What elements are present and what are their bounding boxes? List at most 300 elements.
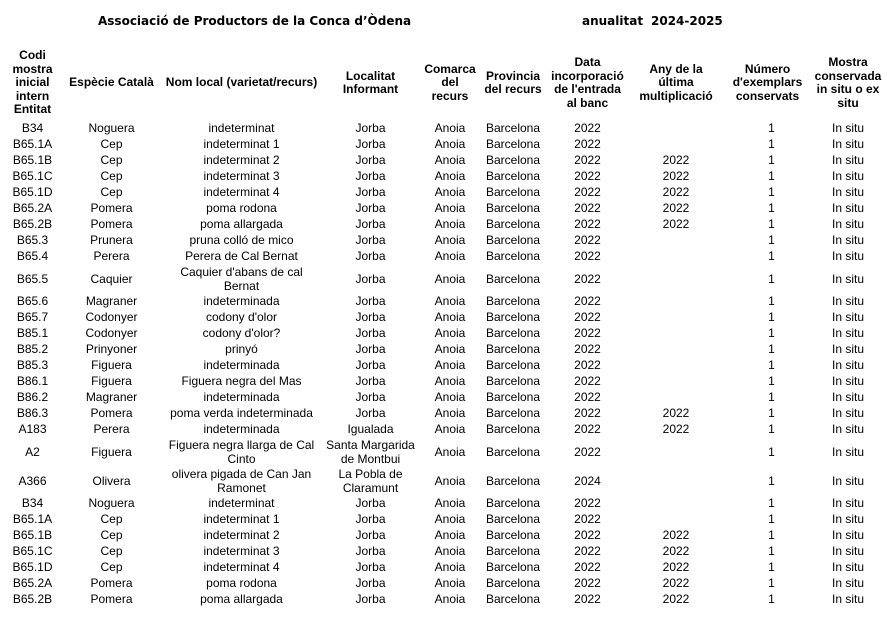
cell-code: B65.5: [16, 271, 49, 286]
cell-last-multiplication: [627, 121, 725, 137]
cell-locality: La Pobla de Claramunt: [338, 467, 403, 495]
cell-species: Olivera: [92, 473, 131, 488]
cell-date-incorporation: 2022: [574, 560, 601, 575]
cell-locality: Jorba: [355, 310, 386, 325]
column-header-province: Provincia del recurs: [484, 68, 542, 96]
cell-date-incorporation: 2022: [574, 390, 601, 405]
cell-local-name: indeterminat 2: [203, 528, 280, 543]
cell-last-multiplication: 2022: [662, 169, 690, 184]
cell-local-name: indeterminat 4: [203, 560, 280, 575]
cell-last-multiplication: [627, 310, 725, 326]
cell-province: Barcelona: [485, 528, 541, 543]
annuality-value: 2024-2025: [651, 14, 723, 28]
cell-date-incorporation: 2022: [574, 374, 601, 389]
table-row: [6, 121, 886, 137]
cell-date-incorporation: 2022: [574, 512, 601, 527]
cell-local-name: codony d'olor?: [202, 326, 281, 341]
cell-code: B34: [21, 121, 44, 136]
cell-species: Magraner: [85, 294, 138, 309]
cell-last-multiplication: [627, 265, 725, 294]
cell-date-incorporation: 2022: [574, 310, 601, 325]
cell-specimen-count: 1: [768, 374, 775, 389]
cell-species: Codonyer: [85, 326, 138, 341]
cell-locality: Jorba: [355, 169, 386, 184]
cell-comarca: Anoia: [434, 406, 466, 421]
table-row: [6, 169, 886, 185]
table-row: [6, 342, 886, 358]
cell-comarca: Anoia: [434, 374, 466, 389]
cell-comarca: Anoia: [434, 271, 466, 286]
cell-conservation: In situ: [831, 137, 864, 152]
cell-conservation: In situ: [831, 390, 864, 405]
cell-province: Barcelona: [485, 422, 541, 437]
column-header-conservation: Mostra conservada in situ o ex situ: [814, 55, 882, 110]
cell-locality: Santa Margarida de Montbui: [326, 438, 415, 466]
cell-species: Pomera: [90, 406, 133, 421]
cell-conservation: In situ: [831, 201, 864, 216]
table-row: [6, 294, 886, 310]
table-row: [6, 153, 886, 169]
cell-species: Cep: [100, 544, 123, 559]
cell-last-multiplication: [627, 374, 725, 390]
cell-local-name: indeterminat: [208, 496, 275, 511]
cell-last-multiplication: 2022: [662, 153, 690, 168]
table-row: [6, 201, 886, 217]
cell-comarca: Anoia: [434, 185, 466, 200]
cell-comarca: Anoia: [434, 121, 466, 136]
cell-comarca: Anoia: [434, 249, 466, 264]
cell-date-incorporation: 2022: [574, 544, 601, 559]
cell-specimen-count: 1: [768, 390, 775, 405]
column-header-specimen-count: Número d'exemplars conservats: [732, 61, 803, 103]
cell-species: Pomera: [90, 576, 133, 591]
cell-conservation: In situ: [831, 544, 864, 559]
cell-specimen-count: 1: [768, 342, 775, 357]
cell-code: B85.2: [16, 342, 49, 357]
cell-province: Barcelona: [485, 473, 541, 488]
cell-conservation: In situ: [831, 512, 864, 527]
cell-conservation: In situ: [831, 422, 864, 437]
cell-province: Barcelona: [485, 217, 541, 232]
cell-code: B65.2B: [12, 592, 53, 607]
cell-date-incorporation: 2022: [574, 153, 601, 168]
table-row: [6, 185, 886, 201]
cell-code: B65.1C: [12, 544, 53, 559]
cell-specimen-count: 1: [768, 233, 775, 248]
cell-locality: Jorba: [355, 294, 386, 309]
cell-code: B86.1: [16, 374, 49, 389]
cell-locality: Jorba: [355, 512, 386, 527]
cell-specimen-count: 1: [768, 528, 775, 543]
cell-comarca: Anoia: [434, 444, 466, 459]
cell-species: Figuera: [91, 374, 132, 389]
cell-specimen-count: 1: [768, 310, 775, 325]
cell-local-name: poma rodona: [206, 576, 277, 591]
cell-specimen-count: 1: [768, 473, 775, 488]
cell-date-incorporation: 2022: [574, 592, 601, 607]
cell-last-multiplication: 2022: [662, 528, 690, 543]
table-row: [6, 265, 886, 294]
cell-species: Figuera: [91, 358, 132, 373]
cell-comarca: Anoia: [434, 496, 466, 511]
cell-comarca: Anoia: [434, 544, 466, 559]
cell-province: Barcelona: [485, 326, 541, 341]
cell-date-incorporation: 2022: [574, 217, 601, 232]
cell-last-multiplication: [627, 249, 725, 265]
cell-species: Prunera: [90, 233, 133, 248]
cell-specimen-count: 1: [768, 544, 775, 559]
cell-last-multiplication: 2022: [662, 201, 690, 216]
cell-last-multiplication: 2022: [662, 576, 690, 591]
cell-local-name: indeterminat 3: [203, 544, 280, 559]
cell-conservation: In situ: [831, 310, 864, 325]
cell-date-incorporation: 2022: [574, 528, 601, 543]
cell-local-name: indeterminat 2: [203, 153, 280, 168]
cell-local-name: indeterminat 3: [203, 169, 280, 184]
cell-local-name: Caquier d'abans de cal Bernat: [180, 265, 303, 293]
cell-locality: Jorba: [355, 137, 386, 152]
cell-province: Barcelona: [485, 233, 541, 248]
table-row: [6, 137, 886, 153]
table-row: [6, 249, 886, 265]
cell-date-incorporation: 2022: [574, 326, 601, 341]
cell-province: Barcelona: [485, 342, 541, 357]
cell-last-multiplication: 2022: [662, 544, 690, 559]
cell-locality: Jorba: [355, 406, 386, 421]
cell-locality: Jorba: [355, 201, 386, 216]
cell-date-incorporation: 2022: [574, 137, 601, 152]
cell-local-name: pruna colló de mico: [189, 233, 294, 248]
table-row: [6, 374, 886, 390]
cell-comarca: Anoia: [434, 560, 466, 575]
table-row: [6, 512, 886, 528]
cell-code: B65.6: [16, 294, 49, 309]
cell-province: Barcelona: [485, 592, 541, 607]
cell-species: Cep: [100, 153, 123, 168]
cell-comarca: Anoia: [434, 233, 466, 248]
cell-conservation: In situ: [831, 185, 864, 200]
cell-last-multiplication: 2022: [662, 406, 690, 421]
cell-locality: Jorba: [355, 496, 386, 511]
cell-last-multiplication: [627, 342, 725, 358]
cell-province: Barcelona: [485, 374, 541, 389]
cell-specimen-count: 1: [768, 512, 775, 527]
cell-date-incorporation: 2024: [574, 473, 601, 488]
cell-conservation: In situ: [831, 592, 864, 607]
resources-table: [6, 45, 886, 608]
cell-local-name: indeterminat 1: [203, 137, 280, 152]
cell-species: Prinyoner: [85, 342, 138, 357]
cell-species: Noguera: [88, 496, 135, 511]
cell-specimen-count: 1: [768, 153, 775, 168]
cell-locality: Jorba: [355, 576, 386, 591]
column-header-locality: Localitat Informant: [342, 68, 399, 96]
cell-last-multiplication: 2022: [662, 185, 690, 200]
cell-conservation: In situ: [831, 153, 864, 168]
cell-code: B34: [21, 496, 44, 511]
cell-species: Codonyer: [85, 310, 138, 325]
cell-conservation: In situ: [831, 169, 864, 184]
cell-code: B65.1D: [12, 185, 53, 200]
cell-local-name: indeterminat 1: [203, 512, 280, 527]
cell-conservation: In situ: [831, 121, 864, 136]
cell-locality: Jorba: [355, 271, 386, 286]
cell-species: Figuera: [91, 444, 132, 459]
cell-conservation: In situ: [831, 444, 864, 459]
cell-specimen-count: 1: [768, 201, 775, 216]
cell-date-incorporation: 2022: [574, 406, 601, 421]
cell-date-incorporation: 2022: [574, 201, 601, 216]
cell-species: Cep: [100, 512, 123, 527]
cell-specimen-count: 1: [768, 169, 775, 184]
cell-specimen-count: 1: [768, 422, 775, 437]
cell-specimen-count: 1: [768, 121, 775, 136]
table-row: [6, 406, 886, 422]
cell-code: B65.2A: [12, 201, 53, 216]
cell-code: B65.1A: [12, 512, 53, 527]
cell-comarca: Anoia: [434, 422, 466, 437]
cell-province: Barcelona: [485, 496, 541, 511]
cell-local-name: indeterminada: [203, 294, 280, 309]
cell-locality: Jorba: [355, 121, 386, 136]
cell-province: Barcelona: [485, 444, 541, 459]
table-row: [6, 390, 886, 406]
cell-comarca: Anoia: [434, 358, 466, 373]
column-header-last-multiplication: Any de la última multiplicació: [639, 61, 713, 103]
cell-comarca: Anoia: [434, 169, 466, 184]
column-header-date-incorporation: Data incorporació de l'entrada al banc: [551, 55, 624, 110]
cell-date-incorporation: 2022: [574, 249, 601, 264]
cell-local-name: indeterminada: [203, 358, 280, 373]
table-row: [6, 576, 886, 592]
cell-local-name: olivera pigada de Can Jan Ramonet: [171, 467, 312, 495]
cell-code: B65.7: [16, 310, 49, 325]
cell-province: Barcelona: [485, 406, 541, 421]
cell-local-name: indeterminat 4: [203, 185, 280, 200]
cell-specimen-count: 1: [768, 326, 775, 341]
cell-province: Barcelona: [485, 185, 541, 200]
cell-local-name: poma allargada: [200, 592, 283, 607]
cell-province: Barcelona: [485, 271, 541, 286]
cell-code: A183: [18, 422, 47, 437]
cell-local-name: Figuera negra del Mas: [181, 374, 302, 389]
table-row: [6, 422, 886, 438]
cell-conservation: In situ: [831, 528, 864, 543]
cell-local-name: indeterminada: [203, 390, 280, 405]
cell-last-multiplication: [627, 233, 725, 249]
cell-comarca: Anoia: [434, 342, 466, 357]
cell-conservation: In situ: [831, 233, 864, 248]
cell-specimen-count: 1: [768, 444, 775, 459]
cell-province: Barcelona: [485, 544, 541, 559]
cell-species: Noguera: [88, 121, 135, 136]
cell-conservation: In situ: [831, 342, 864, 357]
cell-last-multiplication: [627, 496, 725, 512]
cell-local-name: Figuera negra llarga de Cal Cinto: [168, 438, 315, 466]
cell-locality: Jorba: [355, 374, 386, 389]
cell-code: B86.2: [16, 390, 49, 405]
cell-last-multiplication: [627, 512, 725, 528]
cell-code: B65.4: [16, 249, 49, 264]
cell-locality: Jorba: [355, 560, 386, 575]
cell-local-name: prinyó: [225, 342, 258, 357]
cell-code: B65.1B: [12, 153, 53, 168]
table-row: [6, 592, 886, 608]
cell-specimen-count: 1: [768, 185, 775, 200]
cell-specimen-count: 1: [768, 358, 775, 373]
cell-conservation: In situ: [831, 271, 864, 286]
cell-date-incorporation: 2022: [574, 358, 601, 373]
cell-province: Barcelona: [485, 249, 541, 264]
cell-local-name: indeterminada: [203, 422, 280, 437]
cell-date-incorporation: 2022: [574, 185, 601, 200]
table-header-row: [6, 45, 886, 121]
cell-comarca: Anoia: [434, 512, 466, 527]
cell-code: B85.3: [16, 358, 49, 373]
cell-last-multiplication: [627, 137, 725, 153]
cell-code: B65.1B: [12, 528, 53, 543]
cell-code: B65.1A: [12, 137, 53, 152]
cell-last-multiplication: [627, 358, 725, 374]
cell-date-incorporation: 2022: [574, 169, 601, 184]
cell-specimen-count: 1: [768, 496, 775, 511]
cell-province: Barcelona: [485, 512, 541, 527]
cell-conservation: In situ: [831, 217, 864, 232]
cell-local-name: poma allargada: [200, 217, 283, 232]
cell-last-multiplication: 2022: [662, 560, 690, 575]
cell-date-incorporation: 2022: [574, 271, 601, 286]
cell-province: Barcelona: [485, 294, 541, 309]
cell-last-multiplication: [627, 294, 725, 310]
cell-last-multiplication: [627, 326, 725, 342]
cell-province: Barcelona: [485, 169, 541, 184]
cell-locality: Jorba: [355, 153, 386, 168]
cell-local-name: poma rodona: [206, 201, 277, 216]
cell-code: B65.1C: [12, 169, 53, 184]
cell-locality: Jorba: [355, 592, 386, 607]
cell-species: Cep: [100, 185, 123, 200]
cell-specimen-count: 1: [768, 294, 775, 309]
cell-locality: Jorba: [355, 390, 386, 405]
cell-last-multiplication: 2022: [662, 217, 690, 232]
column-header-local-name: Nom local (varietat/recurs): [165, 75, 318, 90]
cell-province: Barcelona: [485, 121, 541, 136]
cell-species: Pomera: [90, 592, 133, 607]
cell-code: B86.3: [16, 406, 49, 421]
cell-specimen-count: 1: [768, 137, 775, 152]
cell-province: Barcelona: [485, 153, 541, 168]
cell-code: B65.2B: [12, 217, 53, 232]
table-row: [6, 326, 886, 342]
cell-date-incorporation: 2022: [574, 233, 601, 248]
cell-province: Barcelona: [485, 310, 541, 325]
column-header-species: Espècie Català: [69, 75, 154, 90]
cell-comarca: Anoia: [434, 153, 466, 168]
cell-species: Magraner: [85, 390, 138, 405]
cell-species: Cep: [100, 137, 123, 152]
cell-comarca: Anoia: [434, 310, 466, 325]
cell-province: Barcelona: [485, 137, 541, 152]
cell-species: Caquier: [90, 271, 133, 286]
cell-locality: Jorba: [355, 544, 386, 559]
cell-comarca: Anoia: [434, 473, 466, 488]
table-row: [6, 496, 886, 512]
cell-specimen-count: 1: [768, 576, 775, 591]
cell-code: B65.3: [16, 233, 49, 248]
cell-local-name: codony d'olor: [205, 310, 277, 325]
cell-date-incorporation: 2022: [574, 576, 601, 591]
cell-conservation: In situ: [831, 358, 864, 373]
table-row: [6, 233, 886, 249]
cell-locality: Jorba: [355, 326, 386, 341]
cell-conservation: In situ: [831, 496, 864, 511]
cell-locality: Jorba: [355, 217, 386, 232]
cell-specimen-count: 1: [768, 560, 775, 575]
cell-comarca: Anoia: [434, 576, 466, 591]
cell-specimen-count: 1: [768, 592, 775, 607]
cell-specimen-count: 1: [768, 406, 775, 421]
cell-comarca: Anoia: [434, 137, 466, 152]
cell-locality: Jorba: [355, 342, 386, 357]
cell-conservation: In situ: [831, 374, 864, 389]
cell-comarca: Anoia: [434, 217, 466, 232]
column-header-code: Codi mostra inicial intern Entitat: [12, 48, 53, 117]
cell-local-name: Perera de Cal Bernat: [185, 249, 298, 264]
table-row: [6, 467, 886, 496]
cell-conservation: In situ: [831, 560, 864, 575]
cell-conservation: In situ: [831, 473, 864, 488]
cell-species: Cep: [100, 560, 123, 575]
cell-code: B65.2A: [12, 576, 53, 591]
document-title: Associació de Productors de la Conca d’Òdena: [98, 14, 412, 28]
cell-locality: Jorba: [355, 358, 386, 373]
cell-species: Pomera: [90, 217, 133, 232]
column-header-comarca: Comarca del recurs: [424, 61, 476, 103]
cell-comarca: Anoia: [434, 326, 466, 341]
cell-specimen-count: 1: [768, 217, 775, 232]
cell-date-incorporation: 2022: [574, 342, 601, 357]
cell-last-multiplication: [627, 438, 725, 467]
cell-last-multiplication: [627, 467, 725, 496]
cell-comarca: Anoia: [434, 390, 466, 405]
cell-last-multiplication: 2022: [662, 422, 690, 437]
cell-date-incorporation: 2022: [574, 294, 601, 309]
cell-comarca: Anoia: [434, 592, 466, 607]
cell-species: Cep: [100, 528, 123, 543]
cell-code: B85.1: [16, 326, 49, 341]
cell-province: Barcelona: [485, 576, 541, 591]
cell-date-incorporation: 2022: [574, 121, 601, 136]
table-row: [6, 358, 886, 374]
cell-date-incorporation: 2022: [574, 422, 601, 437]
cell-species: Cep: [100, 169, 123, 184]
cell-province: Barcelona: [485, 560, 541, 575]
cell-local-name: poma verda indeterminada: [170, 406, 313, 421]
cell-specimen-count: 1: [768, 249, 775, 264]
table-row: [6, 544, 886, 560]
cell-conservation: In situ: [831, 294, 864, 309]
cell-conservation: In situ: [831, 406, 864, 421]
cell-locality: Igualada: [347, 422, 394, 437]
table-row: [6, 438, 886, 467]
table-row: [6, 217, 886, 233]
cell-conservation: In situ: [831, 576, 864, 591]
table-row: [6, 528, 886, 544]
table-row: [6, 310, 886, 326]
cell-comarca: Anoia: [434, 528, 466, 543]
cell-code: A2: [25, 444, 40, 459]
cell-last-multiplication: [627, 390, 725, 406]
